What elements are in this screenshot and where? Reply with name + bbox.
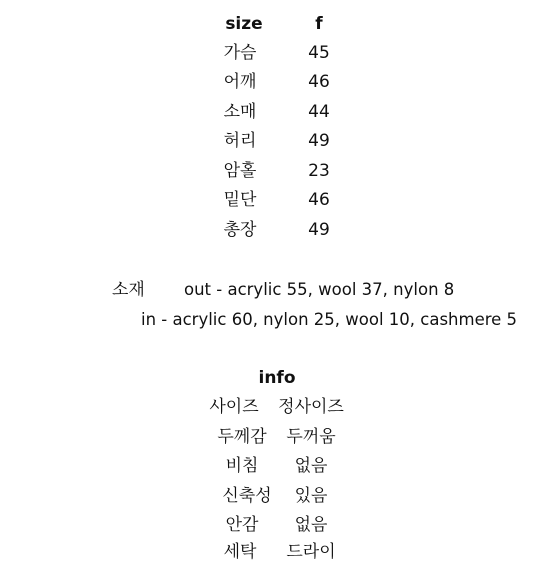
size-row-value: 46 [308, 190, 330, 210]
info-row-value: 있음 [294, 486, 328, 506]
info-row-label: 사이즈 [209, 397, 259, 417]
size-row-value: 49 [308, 220, 330, 240]
size-row-value: 23 [308, 161, 330, 181]
material-out: out - acrylic 55, wool 37, nylon 8 [184, 280, 455, 299]
size-row-value: 49 [308, 131, 330, 151]
size-row-label: 총장 [223, 220, 257, 240]
size-row-value: 45 [308, 43, 330, 63]
size-row-label: 암홀 [223, 161, 257, 181]
material-in: in - acrylic 60, nylon 25, wool 10, cashmere 5 [141, 310, 518, 329]
info-row-value: 두꺼움 [286, 427, 336, 447]
size-row-label: 허리 [223, 131, 257, 151]
size-row-label: 밑단 [223, 190, 257, 210]
info-row-label: 비침 [225, 456, 259, 476]
size-header-value: f [315, 14, 323, 34]
size-row-label: 소매 [223, 102, 257, 122]
size-row-value: 44 [308, 102, 330, 122]
info-row-value: 없음 [294, 456, 328, 476]
info-row-label: 세탁 [223, 542, 257, 562]
size-row-label: 가슴 [223, 43, 257, 63]
info-row-value: 없음 [294, 515, 328, 535]
material-label: 소재 [112, 280, 145, 300]
info-title: info [258, 368, 296, 388]
info-row-label: 신축성 [222, 486, 272, 506]
size-header-label: size [225, 14, 263, 34]
info-row-value: 정사이즈 [278, 397, 344, 417]
info-row-label: 두께감 [217, 427, 267, 447]
size-row-value: 46 [308, 72, 330, 92]
info-row-label: 안감 [225, 515, 259, 535]
size-row-label: 어깨 [223, 72, 257, 92]
info-row-value: 드라이 [286, 542, 336, 562]
